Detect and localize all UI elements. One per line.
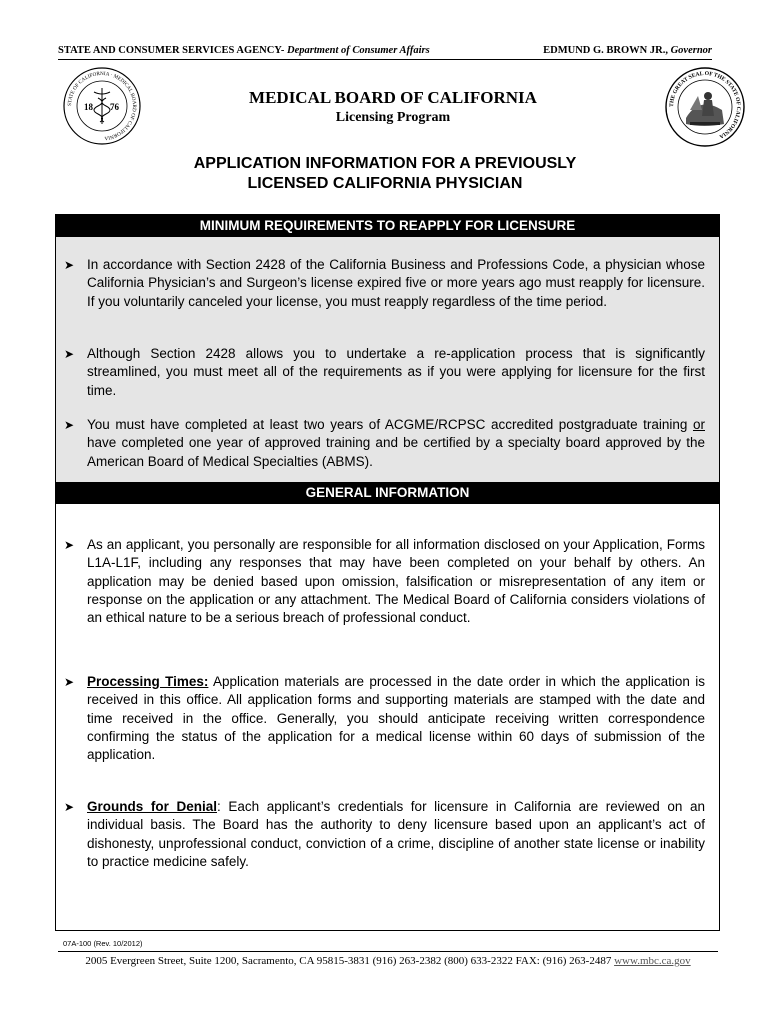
general-information-heading: GENERAL INFORMATION <box>56 482 719 504</box>
arrow-bullet-icon: ➤ <box>64 538 75 552</box>
footer-address <box>58 955 718 967</box>
header-rule <box>58 59 712 60</box>
general-information-section <box>55 482 720 931</box>
board-subtitle: Licensing Program <box>335 110 451 125</box>
emphasis-or: or <box>692 417 705 432</box>
department-name: Department of Consumer Affairs <box>287 45 430 56</box>
form-code: 07A-100 (Rev. 10/2012) <box>63 939 143 948</box>
agency-line <box>58 45 430 56</box>
arrow-bullet-icon: ➤ <box>64 258 75 272</box>
list-item-text: In accordance with Section 2428 of the California Business and Professions Code, a physician whose California Physician’s and Surgeon’s license expired five or more years ago must reapply for licensure. If you voluntarily canceled your license, you must reapply regardless of the time period. <box>87 257 705 309</box>
footer-rule <box>58 951 718 952</box>
minimum-requirements-heading: MINIMUM REQUIREMENTS TO REAPPLY FOR LICENSURE <box>56 215 719 237</box>
list-item <box>64 416 705 471</box>
list-item-text: You must have completed at least two years of ACGME/RCPSC accredited postgraduate training <box>87 417 693 432</box>
seal-left-ring-text: STATE OF CALIFORNIA · MEDICAL BOARD OF CALIFORNIA <box>66 70 138 141</box>
list-item-text-cont: have completed one year of approved training and be certified by a specialty board approved by the American Board of Medical Specialties (ABMS). <box>87 435 705 469</box>
arrow-bullet-icon: ➤ <box>64 675 75 689</box>
list-item <box>64 256 705 311</box>
address-text: 2005 Evergreen Street, Suite 1200, Sacramento, CA 95815-3831 (916) 263-2382 (800) 633-2322 FAX: (916) 263-2487 <box>85 955 615 967</box>
agency-header <box>58 42 712 60</box>
list-item <box>64 536 705 627</box>
list-item-text: Application materials are processed in the date order in which the application is received in this office. All application forms and supporting materials are stamped with the date and time received in the office. Generally, you should anticipate receiving written correspondence confirming the status of the application for a medical license within 60 days of submission of the application. <box>87 674 705 763</box>
arrow-bullet-icon: ➤ <box>64 347 75 361</box>
minerva-figure-icon <box>686 92 724 126</box>
board-title: MEDICAL BOARD OF CALIFORNIA <box>249 88 537 107</box>
website-link[interactable]: www.mbc.ca.gov <box>614 955 691 967</box>
list-item-text: : Each applicant’s credentials for licensure in California are reviewed on an individual basis. The Board has the authority to deny licensure based upon an applicant’s act of dishonesty, unprofessional conduct, conviction of a crime, discipline of another state license or inability to practice medicine safely. <box>87 799 705 869</box>
list-item-text: Although Section 2428 allows you to undertake a re-application process that is significantly streamlined, you must meet all of the requirements as if you were applying for licensure for the first time. <box>87 346 705 398</box>
document-title-line1: APPLICATION INFORMATION FOR A PREVIOUSLY <box>193 155 577 172</box>
document-title <box>100 154 670 194</box>
grounds-for-denial-label: Grounds for Denial <box>87 799 217 814</box>
governor-title: Governor <box>670 45 712 56</box>
seal-year-left: 18 <box>84 102 93 112</box>
processing-times-label: Processing Times: <box>87 674 209 689</box>
document-title-line2: LICENSED CALIFORNIA PHYSICIAN <box>247 175 523 192</box>
arrow-bullet-icon: ➤ <box>64 418 75 432</box>
seal-right-ring-text: THE GREAT SEAL OF THE STATE OF CALIFORNIA <box>668 70 742 140</box>
list-item <box>64 345 705 400</box>
agency-name: STATE AND CONSUMER SERVICES AGENCY- <box>58 45 285 56</box>
arrow-bullet-icon: ➤ <box>64 800 75 814</box>
minimum-requirements-section <box>55 214 720 484</box>
list-item-text: As an applicant, you personally are responsible for all information disclosed on your Application, Forms L1A-L1F, including any responses that may have been completed on your behalf by others. An application may be denied based upon omission, falsification or misrepresentation of any item or response on the application or any attachment. The Medical Board of California considers violations of an ethical nature to be a serious breach of professional conduct. <box>87 537 705 626</box>
california-great-seal-icon <box>664 66 746 148</box>
list-item <box>64 673 705 764</box>
caduceus-icon <box>94 88 110 124</box>
governor-name: EDMUND G. BROWN JR., <box>543 45 668 56</box>
medical-board-seal-icon <box>62 66 142 146</box>
governor-line <box>543 45 712 56</box>
seal-year-right: 76 <box>110 102 119 112</box>
list-item <box>64 798 705 871</box>
